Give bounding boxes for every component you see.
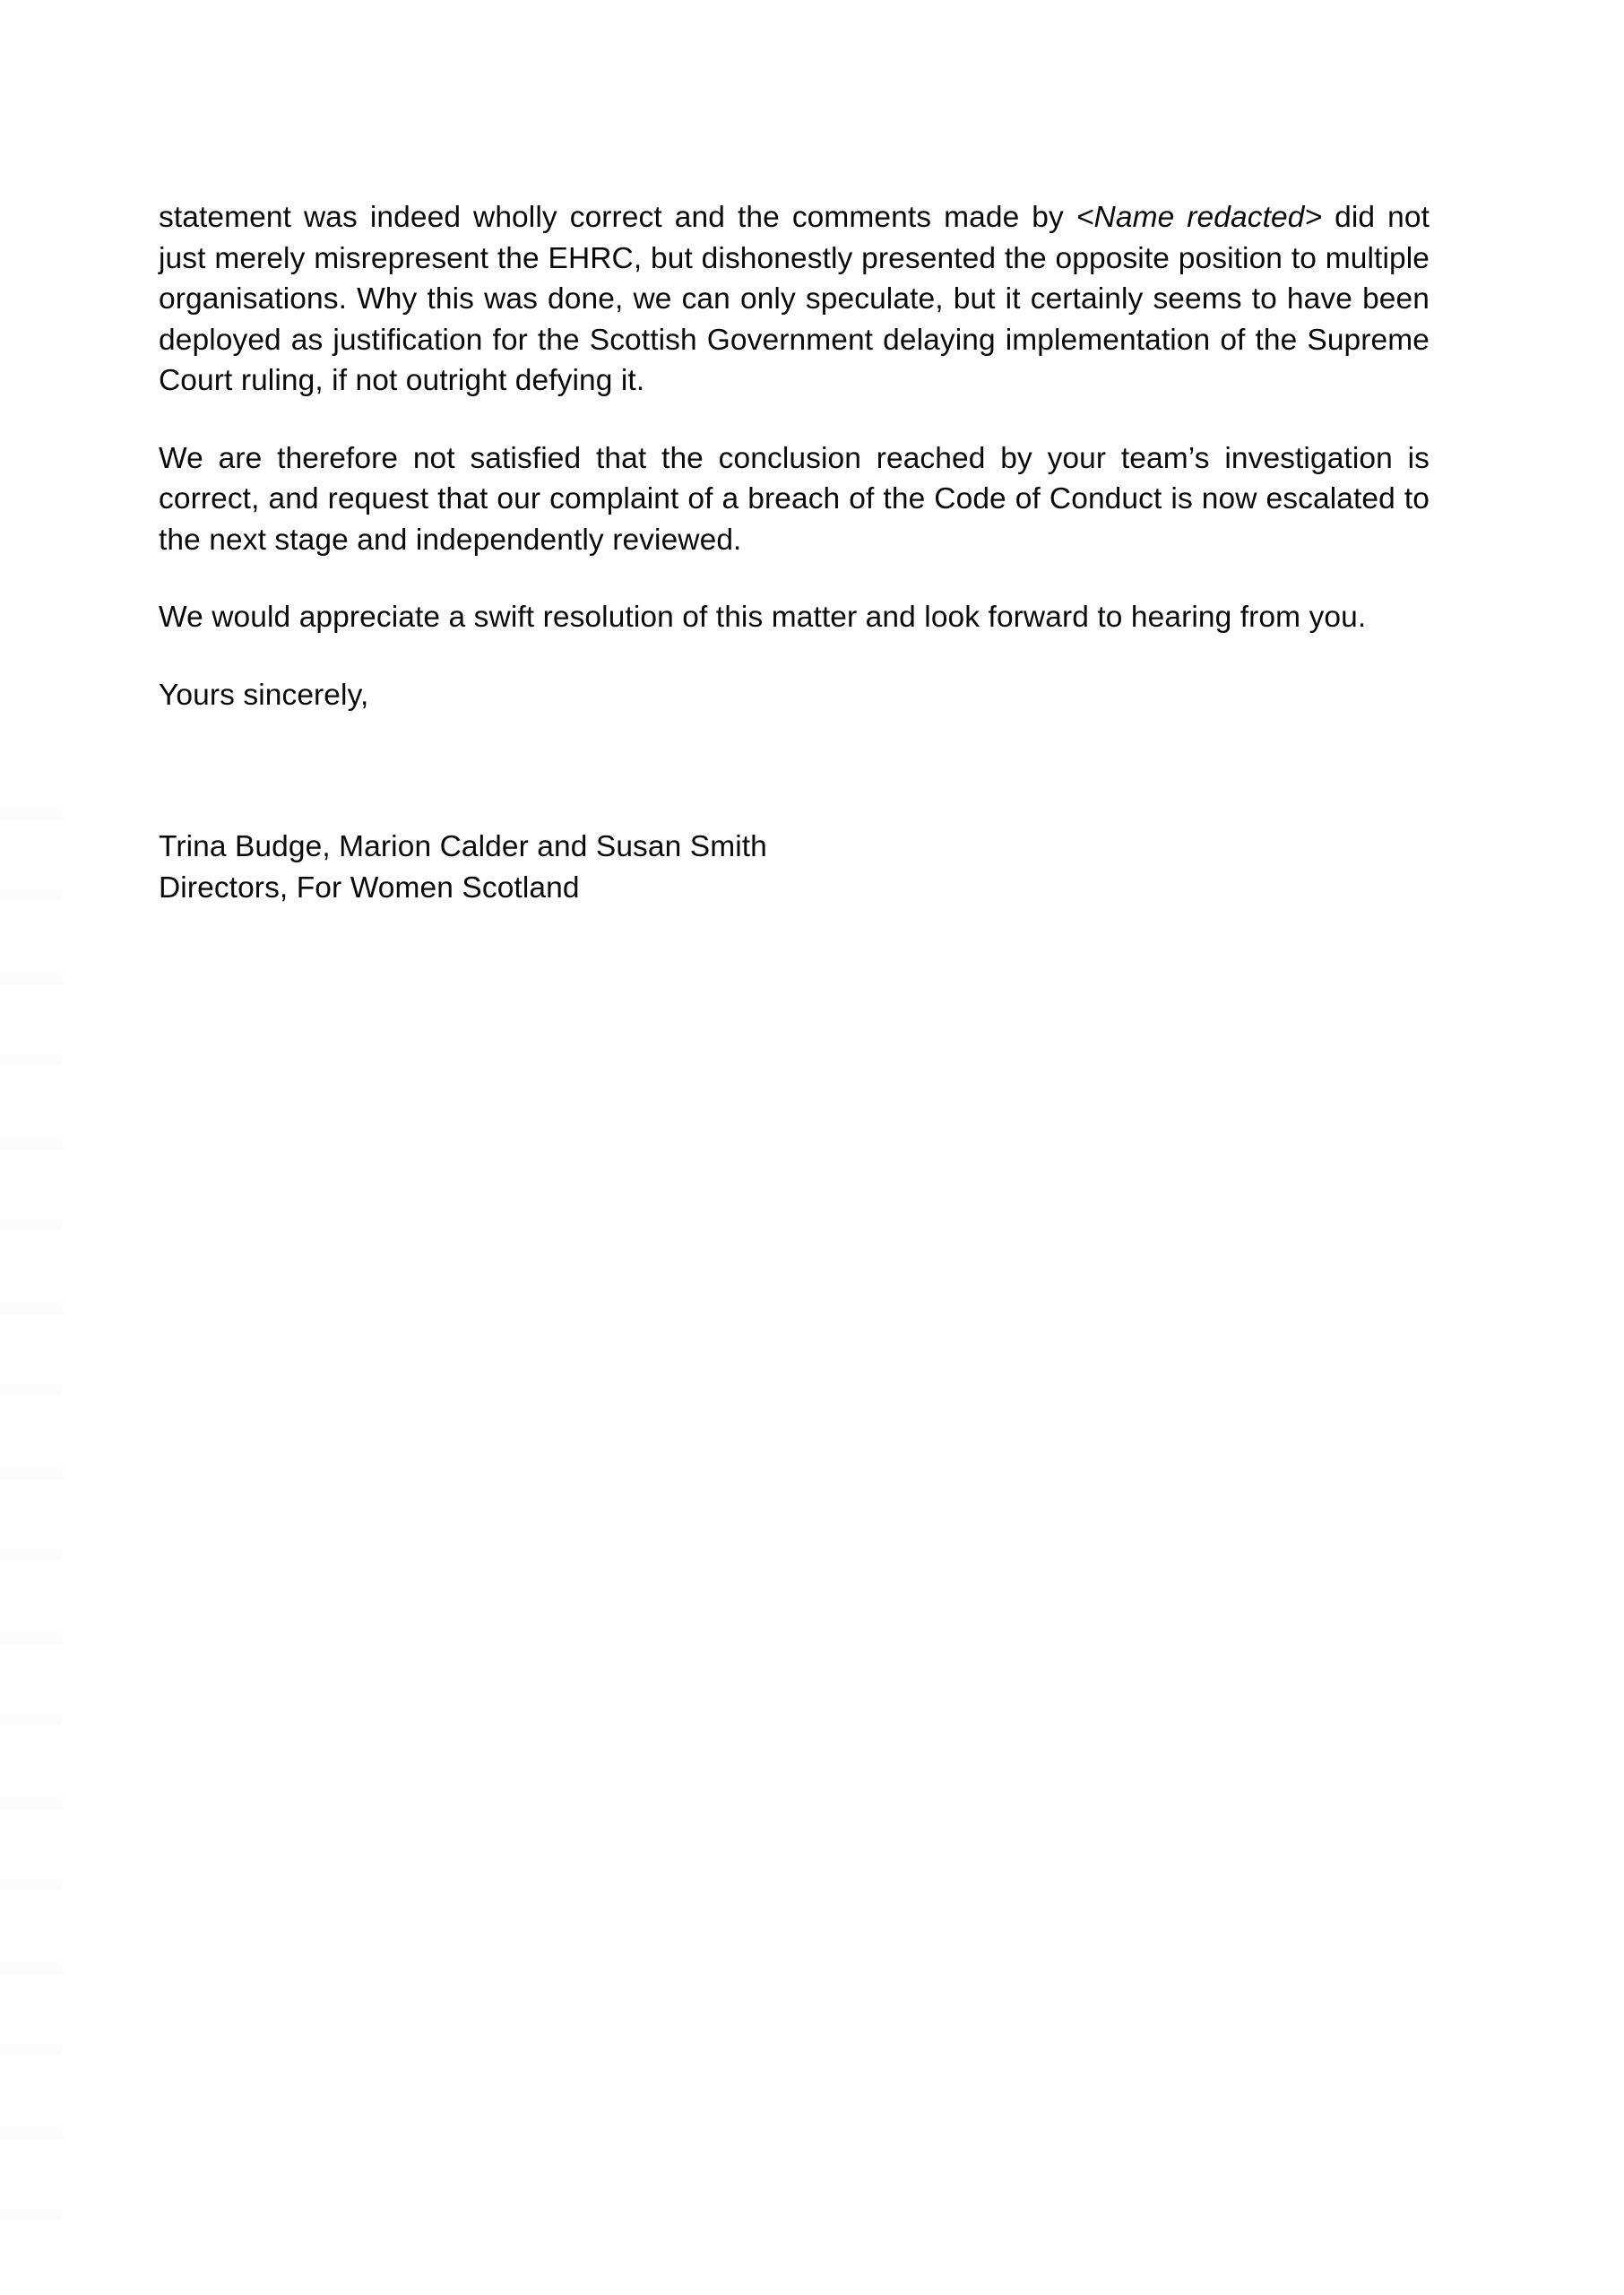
paragraph-1 <box>159 197 1430 402</box>
signatories-names: Trina Budge, Marion Calder and Susan Smith <box>159 830 767 863</box>
paragraph-1-text-before-redaction: statement was indeed wholly correct and the comments made by <box>159 201 1076 234</box>
paragraph-2: We are therefore not satisfied that the conclusion reached by your team’s investigation is correct, and request that our complaint of a breach of the Code of Conduct is now escalated to the next stage and independently reviewed. <box>159 441 1430 557</box>
scan-artifact-noise <box>0 807 63 2259</box>
signatories-title: Directors, For Women Scotland <box>159 870 580 905</box>
closing-salutation: Yours sincerely, <box>159 678 369 712</box>
redacted-name: <Name redacted> <box>1075 201 1323 234</box>
letter-body <box>159 197 1430 908</box>
paragraph-1-text-after-redaction: did not just merely misrepresent the EHRC, but dishonestly presented the opposite position to multiple organisations. Why this was done, we can only speculate, but it certainly seems to have been deployed as justification for the Scottish Government delaying implementation of the Supreme Court ruling, if not outright defying it. <box>159 201 1430 397</box>
signature-block <box>159 827 1430 908</box>
paragraph-3: We would appreciate a swift resolution of this matter and look forward to hearing from you. <box>159 601 1367 634</box>
